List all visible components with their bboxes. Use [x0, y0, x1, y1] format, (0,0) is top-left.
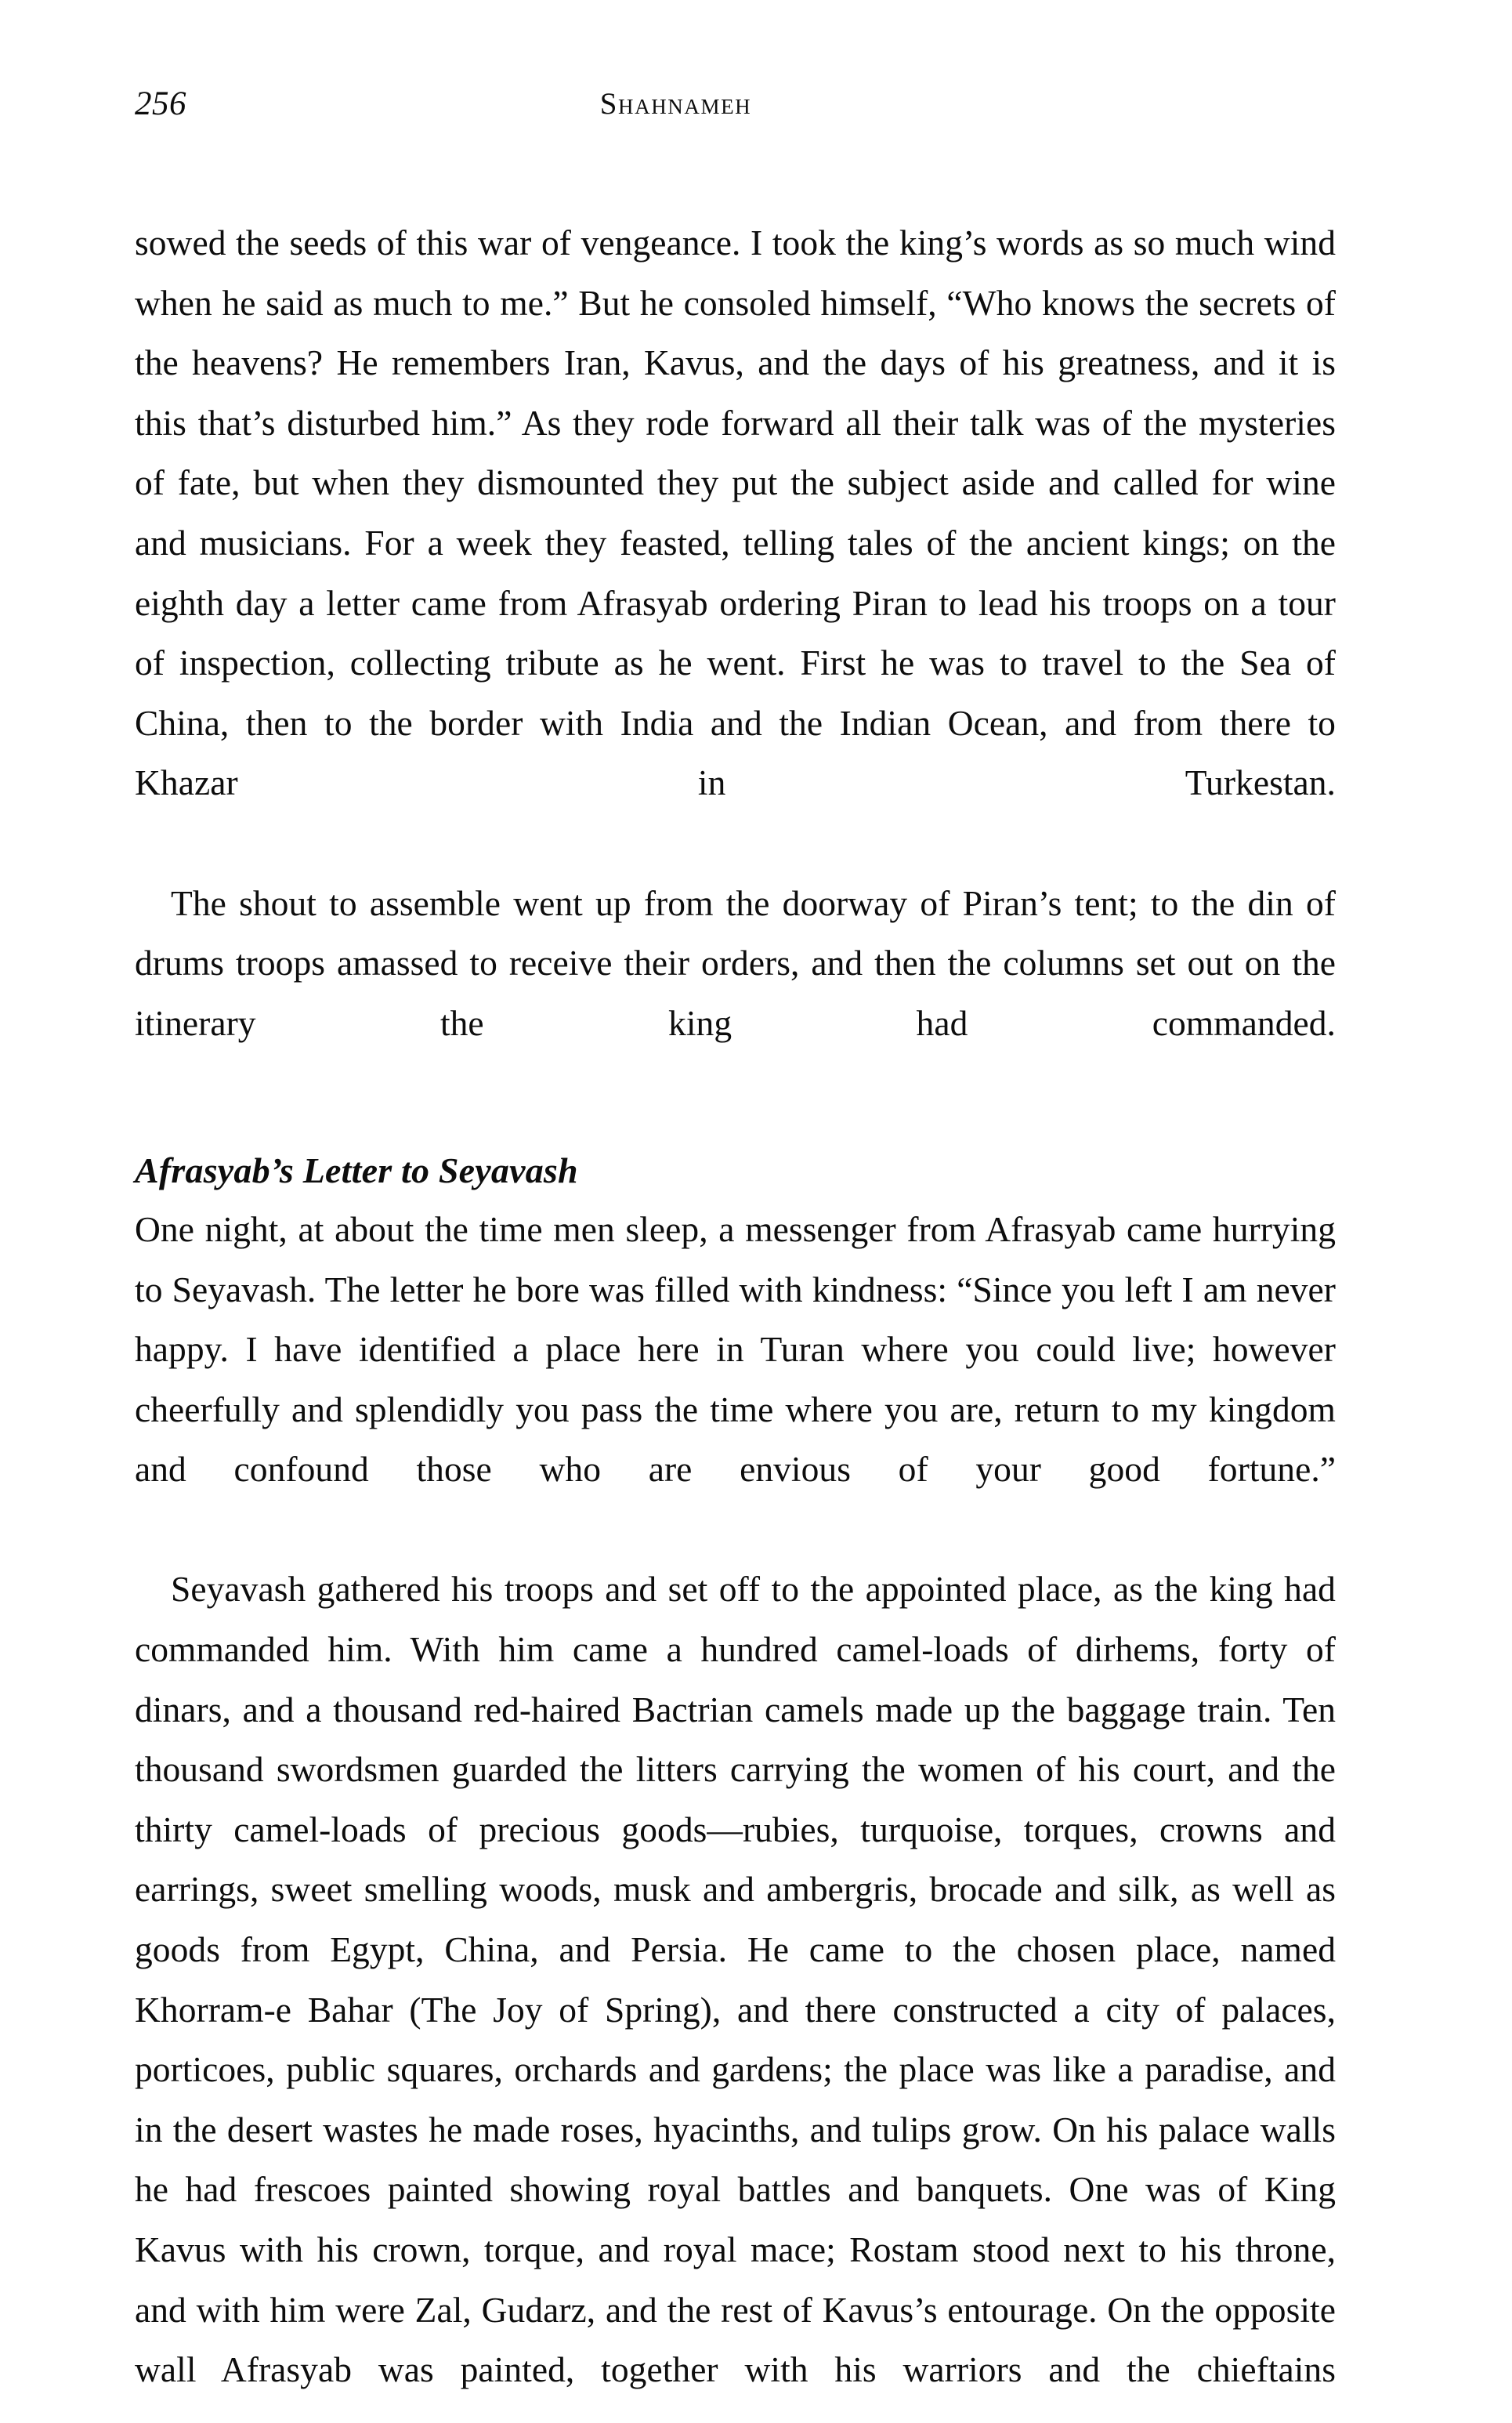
text-column — [135, 213, 1336, 2423]
paragraph-4: Seyavash gathered his troops and set off to the appointed place, as the king had commanded him. With him came a hundred camel-loads of dirhems, forty of dinars, and a thousand red-haired Bactrian camels made up the baggage train. Ten thousand swordsmen guarded the litters carrying the women of his court, and the thirty camel-loads of precious goods—rubies, turquoise, torques, crowns and earrings, sweet smelling woods, musk and ambergris, brocade and silk, as well as goods from Egypt, China, and Persia. He came to the chosen place, named Khorram-e Bahar (The Joy of Spring), and there constructed a city of palaces, porticoes, public squares, orchards and gardens; the place was like a paradise, and in the desert wastes he made roses, hyacinths, and tulips grow. On his palace walls he had frescoes painted showing royal battles and banquets. One was of King Kavus with his crown, torque, and royal mace; Rostam stood next to his throne, and with him were Zal, Gudarz, and the rest of Kavus’s entourage. On the opposite wall Afrasyab was painted, together with his warriors and the chieftains — [135, 1569, 1336, 2390]
paragraph-2: The shout to assemble went up from the doorway of Piran’s tent; to the din of drums troops amassed to receive their orders, and then the columns set out on the itinerary the king had commanded. — [135, 882, 1336, 1043]
paragraph-3: One night, at about the time men sleep, a messenger from Afrasyab came hurrying to Seyavash. The letter he bore was filled with kindness: “Since you left I am never happy. I have identified a place here in Turan where you could live; however cheerfully and splendidly you pass the time where you are, return to my kingdom and confound those who are envious of your good fortune.” — [135, 1208, 1336, 1490]
paragraph-1: sowed the seeds of this war of vengeance. I took the king’s words as so much wind when he said as much to me.” But he consoled himself, “Who knows the secrets of the heavens? He remembers Iran, Kavus, and the days of his greatness, and it is this that’s disturbed him.” As they rode forward all their talk was of the mysteries of fate, but when they dismounted they put the subject aside and called for wine and musicians. For a week they feasted, telling tales of the ancient kings; on the eighth day a letter came from Afrasyab ordering Piran to lead his troops on a tour of inspection, collecting tribute as he went. First he was to travel to the Sea of China, then to the border with India and the Indian Ocean, and from there to Khazar in Turkestan. — [135, 223, 1336, 803]
page-number: 256 — [135, 85, 186, 122]
running-head — [135, 81, 1336, 127]
section-heading: Afrasyab’s Letter to Seyavash — [135, 1150, 578, 1190]
book-title: Shahnameh — [599, 87, 752, 121]
